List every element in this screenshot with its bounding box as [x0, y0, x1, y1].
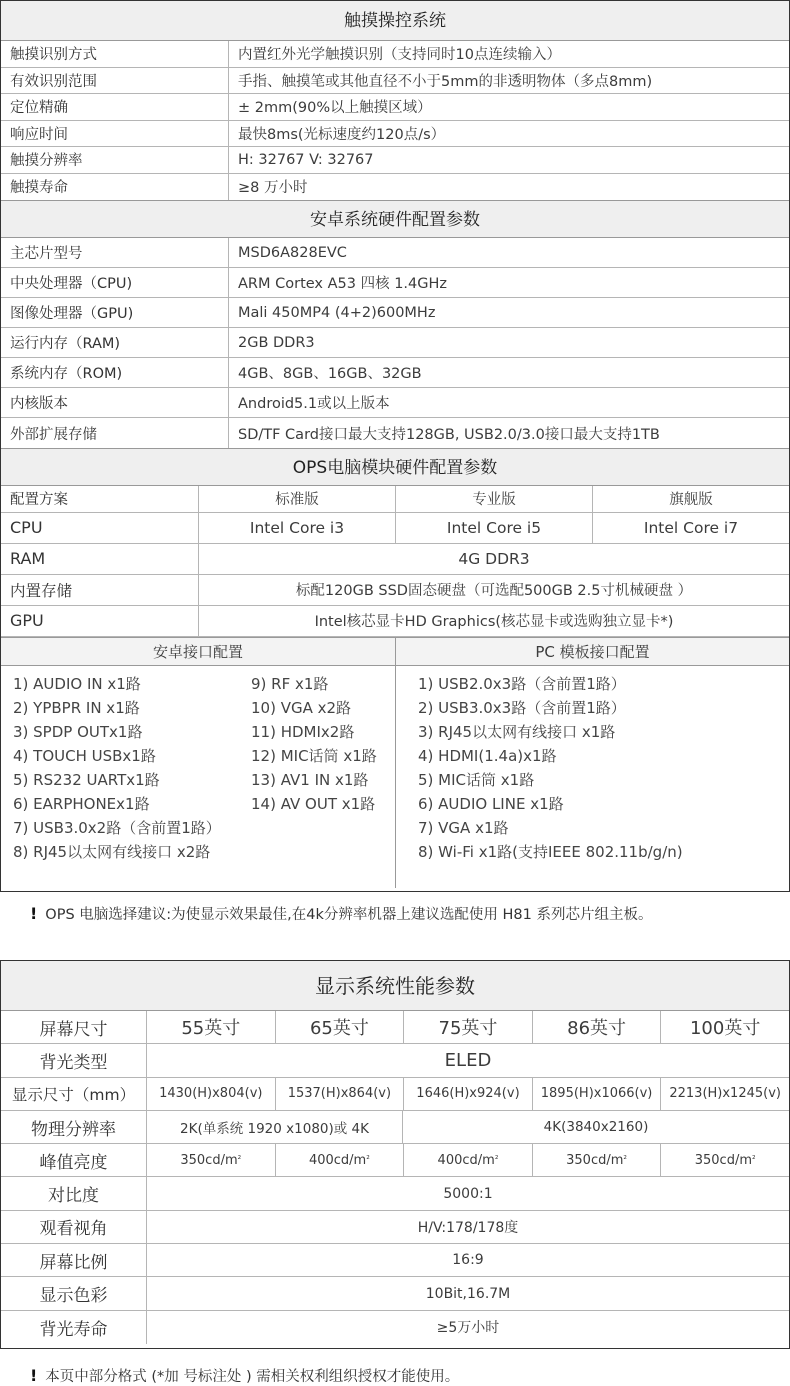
- android-spec-label: 主芯片型号: [1, 238, 229, 267]
- brightness-86: [533, 1144, 662, 1176]
- display-size-row: [1, 1011, 789, 1044]
- brightness-65: [276, 1144, 405, 1176]
- size-86: 86英寸: [533, 1011, 662, 1043]
- pc-interface-list: [396, 666, 789, 888]
- dims-86: 1895(H)x1066(v): [533, 1078, 662, 1110]
- color-label: 显示色彩: [1, 1277, 147, 1309]
- ops-ram-value: 4G DDR3: [458, 549, 530, 568]
- touch-spec-label: 定位精确: [1, 94, 229, 120]
- display-size-label: 屏幕尺寸: [1, 1011, 147, 1043]
- size-75: 75英寸: [404, 1011, 533, 1043]
- ops-cpu-i3: Intel Core i3: [199, 513, 396, 543]
- backlight-label: 背光类型: [1, 1044, 147, 1076]
- touch-rows: [1, 41, 789, 200]
- ops-ram-label: RAM: [1, 544, 199, 574]
- android-interface-item: 9) RF x1路: [251, 674, 329, 693]
- android-spec-row: [1, 238, 789, 268]
- android-interface-col-b: [251, 672, 377, 816]
- brightness-row: [1, 1144, 789, 1177]
- pc-interface-item: 8) Wi-Fi x1路(支持IEEE 802.11b/g/n): [418, 842, 683, 861]
- android-interface-item: 4) TOUCH USBx1路: [13, 746, 156, 765]
- ops-gpu-row: [1, 606, 789, 637]
- pc-interface-item: 7) VGA x1路: [418, 818, 509, 837]
- pc-interface-item: 2) USB3.0x3路（含前置1路）: [418, 698, 626, 717]
- pc-interface-col: [418, 672, 789, 864]
- touch-spec-label: 触摸分辨率: [1, 147, 229, 173]
- touch-spec-row: [1, 68, 789, 95]
- life-value: ≥5万小时: [436, 1320, 500, 1337]
- interface-header: [1, 637, 789, 666]
- android-spec-value: ARM Cortex A53 四核 1.4GHz: [238, 276, 448, 292]
- ops-storage-value: 标配120GB SSD固态硬盘（可选配500GB 2.5寸机械硬盘 ）: [295, 583, 693, 599]
- touch-section-title: 触摸操控系统: [1, 1, 789, 41]
- touch-spec-value: H: 32767 V: 32767: [238, 151, 374, 168]
- ops-ram-row: [1, 544, 789, 575]
- ops-storage-label: 内置存储: [1, 575, 199, 605]
- display-spec-table: [0, 960, 790, 1349]
- exclamation-icon: !: [30, 904, 38, 923]
- ops-cpu-row: [1, 513, 789, 544]
- life-row: [1, 1311, 789, 1344]
- color-value: 10Bit,16.7M: [425, 1285, 511, 1302]
- resolution-2k: 2K(单系统 1920 x1080)或 4K: [147, 1111, 403, 1143]
- brightness-86-value: 350cd/m: [566, 1152, 624, 1168]
- size-55: 55英寸: [147, 1011, 276, 1043]
- touch-spec-value: ± 2mm(90%以上触摸区域）: [238, 100, 432, 117]
- android-interface-item: 1) AUDIO IN x1路: [13, 674, 141, 693]
- resolution-row: [1, 1111, 789, 1144]
- ops-edition-standard: 标准版: [199, 486, 396, 512]
- android-spec-label: 运行内存（RAM): [1, 328, 229, 357]
- android-interface-item: 14) AV OUT x1路: [251, 794, 376, 813]
- ops-header-row: [1, 486, 789, 513]
- android-interface-list: [1, 666, 396, 888]
- ops-edition-flagship: 旗舰版: [669, 492, 713, 509]
- contrast-value: 5000:1: [443, 1185, 493, 1202]
- ops-config-label: 配置方案: [1, 486, 199, 512]
- ops-section-title: OPS电脑模块硬件配置参数: [1, 448, 789, 486]
- brightness-100: [661, 1144, 789, 1176]
- size-100: 100英寸: [689, 1018, 761, 1040]
- android-spec-row: [1, 268, 789, 298]
- brightness-75-value: 400cd/m: [437, 1152, 495, 1168]
- dims-100: 2213(H)x1245(v): [669, 1086, 781, 1102]
- android-spec-label: 内核版本: [1, 388, 229, 417]
- android-spec-row: [1, 418, 789, 448]
- pc-interface-item: 4) HDMI(1.4a)x1路: [418, 746, 557, 765]
- exclamation-icon: !: [30, 1366, 38, 1385]
- android-interface-item: 11) HDMIx2路: [251, 722, 355, 741]
- ops-storage-row: [1, 575, 789, 606]
- contrast-label: 对比度: [1, 1177, 147, 1209]
- touch-spec-label: 触摸识别方式: [1, 41, 229, 67]
- touch-spec-label: 响应时间: [1, 121, 229, 147]
- android-interface-item: 8) RJ45以太网有线接口 x2路: [13, 842, 211, 861]
- android-spec-row: [1, 388, 789, 418]
- pc-interface-item: 5) MIC话筒 x1路: [418, 770, 535, 789]
- touch-spec-value: ≥8 万小时: [238, 180, 308, 197]
- android-interface-col-a: [13, 672, 221, 864]
- angle-label: 观看视角: [1, 1211, 147, 1243]
- ops-cpu-label: CPU: [1, 513, 199, 543]
- dims-55: 1430(H)x804(v): [147, 1078, 276, 1110]
- touch-spec-value: 手指、触摸笔或其他直径不小于5mm的非透明物体（多点8mm): [238, 73, 653, 90]
- angle-row: [1, 1211, 789, 1244]
- brightness-55-sup: ²: [237, 1155, 242, 1166]
- android-section-title: 安卓系统硬件配置参数: [1, 200, 789, 238]
- pc-interface-title: PC 模板接口配置: [535, 642, 650, 661]
- ops-cpu-i7: Intel Core i7: [643, 518, 739, 537]
- android-interface-title: 安卓接口配置: [1, 638, 396, 665]
- android-spec-label: 外部扩展存储: [1, 418, 229, 448]
- android-interface-item: 3) SPDP OUTx1路: [13, 722, 143, 741]
- android-spec-value: Mali 450MP4 (4+2)600MHz: [238, 304, 436, 321]
- backlight-row: [1, 1044, 789, 1077]
- android-spec-label: 中央处理器（CPU): [1, 268, 229, 297]
- android-rows: [1, 238, 789, 448]
- touch-spec-label: 有效识别范围: [1, 68, 229, 94]
- ops-edition-pro: 专业版: [396, 486, 593, 512]
- android-interface-item: 13) AV1 IN x1路: [251, 770, 369, 789]
- size-65: 65英寸: [276, 1011, 405, 1043]
- ops-cpu-i5: Intel Core i5: [396, 513, 593, 543]
- ratio-value: 16:9: [452, 1252, 484, 1269]
- touch-spec-row: [1, 94, 789, 121]
- dims-65: 1537(H)x864(v): [276, 1078, 405, 1110]
- android-spec-row: [1, 328, 789, 358]
- android-interface-item: 7) USB3.0x2路（含前置1路）: [13, 818, 221, 837]
- color-row: [1, 1277, 789, 1310]
- android-spec-value: 4GB、8GB、16GB、32GB: [238, 366, 422, 382]
- android-spec-value: 2GB DDR3: [238, 334, 315, 351]
- brightness-75-sup: ²: [494, 1155, 499, 1166]
- resolution-4k: 4K(3840x2160): [543, 1119, 649, 1136]
- android-interface-item: 10) VGA x2路: [251, 698, 352, 717]
- brightness-86-sup: ²: [623, 1155, 628, 1166]
- ratio-row: [1, 1244, 789, 1277]
- ratio-label: 屏幕比例: [1, 1244, 147, 1276]
- android-spec-row: [1, 298, 789, 328]
- android-spec-value: SD/TF Card接口最大支持128GB, USB2.0/3.0接口最大支持1TB: [238, 426, 660, 443]
- brightness-75: [404, 1144, 533, 1176]
- rights-note-text: 本页中部分格式 (*加 号标注处 ) 需相关权利组织授权才能使用。: [45, 1369, 460, 1385]
- resolution-label: 物理分辨率: [1, 1111, 147, 1143]
- android-spec-row: [1, 358, 789, 388]
- ops-note: [30, 903, 652, 924]
- android-spec-value: Android5.1或以上版本: [238, 396, 390, 412]
- ops-gpu-value: Intel核芯显卡HD Graphics(核芯显卡或选购独立显卡*): [314, 614, 674, 630]
- ops-note-text: OPS 电脑选择建议:为使显示效果最佳,在4k分辨率机器上建议选配使用 H81 系列芯片组主板。: [45, 907, 653, 923]
- android-spec-label: 系统内存（ROM): [1, 358, 229, 387]
- android-interface-item: 5) RS232 UARTx1路: [13, 770, 160, 789]
- touch-spec-label: 触摸寿命: [1, 174, 229, 201]
- dims-row: [1, 1078, 789, 1111]
- touch-spec-value: 最快8ms(光标速度约120点/s）: [238, 126, 446, 143]
- brightness-label: 峰值亮度: [1, 1144, 147, 1176]
- touch-spec-row: [1, 174, 789, 201]
- brightness-100-sup: ²: [752, 1155, 756, 1166]
- dims-75: 1646(H)x924(v): [404, 1078, 533, 1110]
- pc-interface-item: 3) RJ45以太网有线接口 x1路: [418, 722, 616, 741]
- contrast-row: [1, 1177, 789, 1210]
- dims-label: 显示尺寸（mm）: [1, 1078, 147, 1110]
- touch-spec-row: [1, 121, 789, 148]
- android-interface-item: 2) YPBPR IN x1路: [13, 698, 140, 717]
- pc-interface-item: 1) USB2.0x3路（含前置1路）: [418, 674, 626, 693]
- android-interface-item: 6) EARPHONEx1路: [13, 794, 150, 813]
- brightness-100-value: 350cd/m: [694, 1152, 752, 1168]
- display-section-title: 显示系统性能参数: [1, 961, 789, 1011]
- brightness-65-sup: ²: [366, 1155, 370, 1166]
- brightness-65-value: 400cd/m: [308, 1152, 367, 1168]
- brightness-55-value: 350cd/m: [180, 1152, 238, 1168]
- touch-spec-row: [1, 41, 789, 68]
- display-simple-rows: [1, 1177, 789, 1343]
- life-label: 背光寿命: [1, 1311, 147, 1344]
- interface-body: [1, 666, 789, 888]
- android-spec-label: 图像处理器（GPU): [1, 298, 229, 327]
- android-interface-item: 12) MIC话筒 x1路: [251, 746, 377, 765]
- brightness-55: [147, 1144, 276, 1176]
- touch-spec-value: 内置红外光学触摸识别（支持同时10点连续输入）: [238, 47, 561, 64]
- touch-spec-row: [1, 147, 789, 174]
- rights-note: [30, 1365, 459, 1386]
- backlight-value: ELED: [444, 1049, 492, 1071]
- android-spec-value: MSD6A828EVC: [238, 244, 347, 261]
- angle-value: H/V:178/178度: [417, 1219, 519, 1236]
- pc-interface-item: 6) AUDIO LINE x1路: [418, 794, 564, 813]
- ops-gpu-label: GPU: [1, 606, 199, 636]
